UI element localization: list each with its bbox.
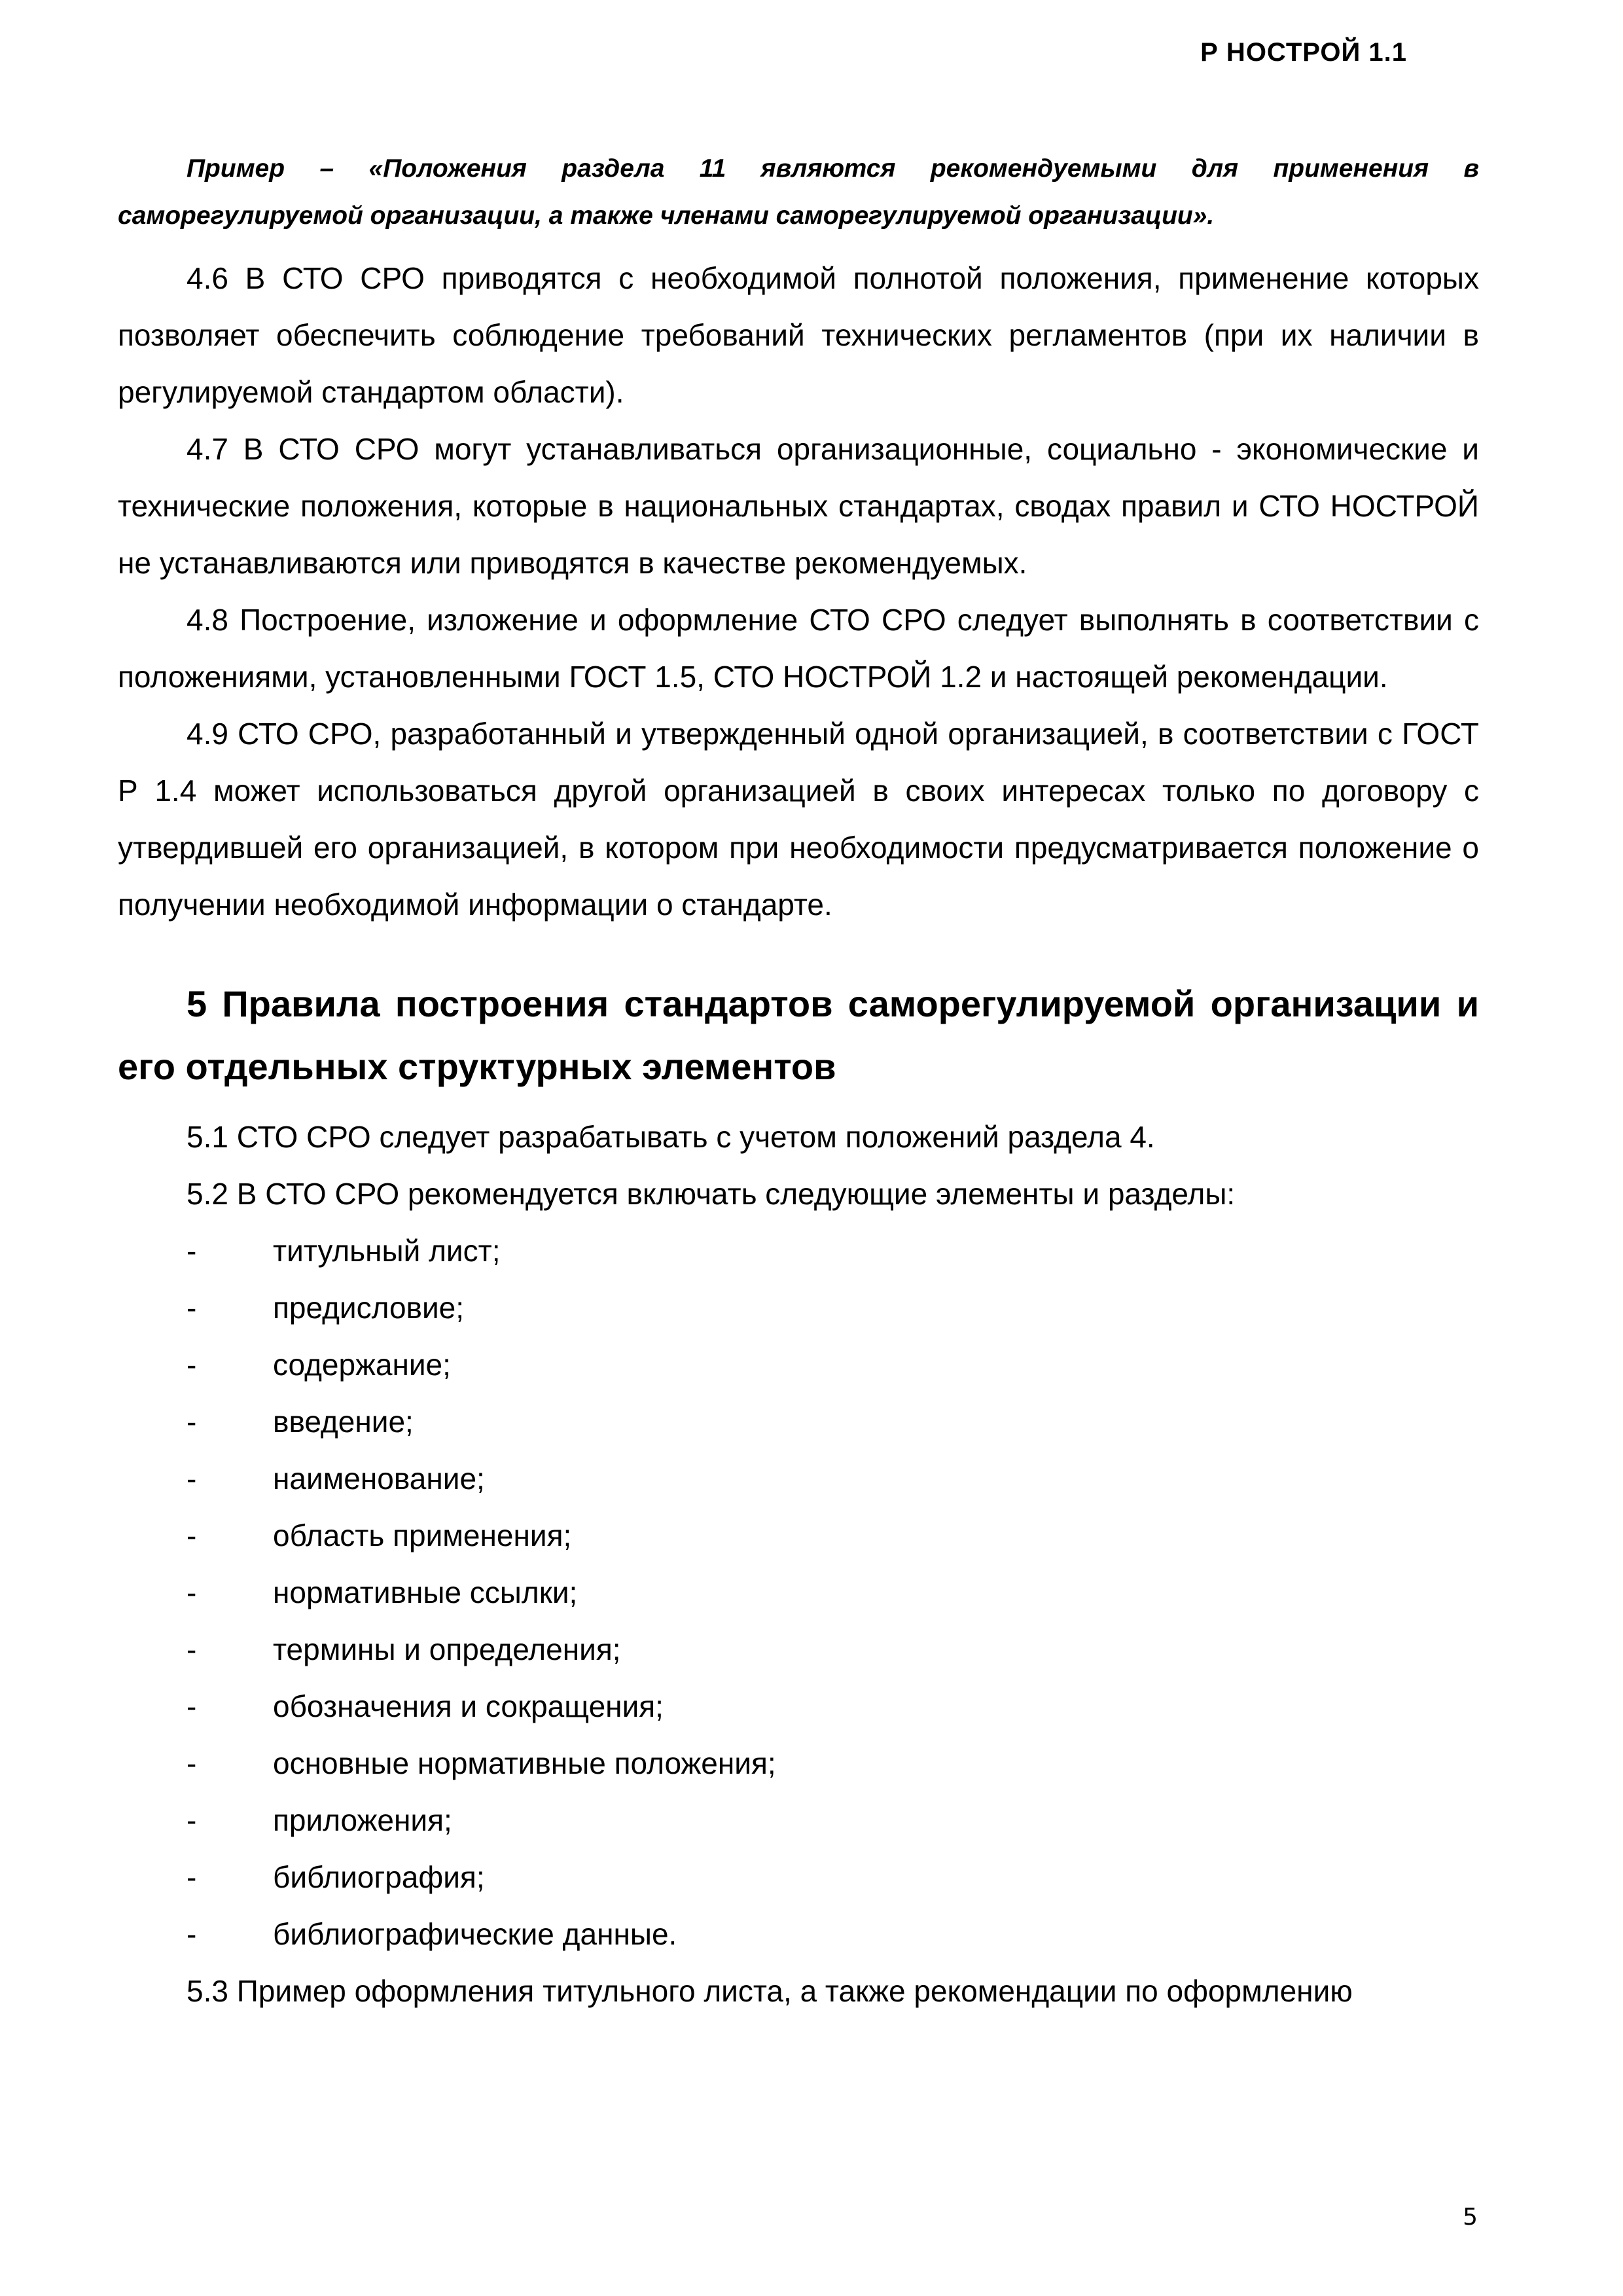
section-5-heading: 5 Правила построения стандартов саморегулируемой организации и его отдельных структурных элементов [118,983,1479,1087]
list-dash: - [187,1917,197,1951]
list-dash: - [187,1462,197,1496]
list-item [118,1849,1479,1906]
paragraph-5-1: 5.1 СТО СРО следует разрабатывать с учетом положений раздела 4. [187,1120,1155,1154]
example-note-line-1: Пример – «Положения раздела 11 являются рекомендуемыми для применения в [187,154,1479,183]
list-item-text: титульный лист; [273,1234,501,1268]
document-code-header: Р НОСТРОЙ 1.1 [1200,38,1407,67]
example-note [118,145,1479,240]
list-item-text: нормативные ссылки; [273,1575,578,1609]
list-item [118,1450,1479,1507]
list-item [118,1735,1479,1792]
paragraph-4-8: 4.8 Построение, изложение и оформление СТО СРО следует выполнять в соответствии с положениями, установленными ГОСТ 1.5, СТО НОСТРОЙ 1.2 и настоящей рекомендации. [118,603,1479,694]
list-dash: - [187,1689,197,1723]
list-dash: - [187,1234,197,1268]
paragraph-5-3: 5.3 Пример оформления титульного листа, а также рекомендации по оформлению [187,1974,1353,2008]
list-dash: - [187,1291,197,1325]
paragraph-5-2: 5.2 В СТО СРО рекомендуется включать следующие элементы и разделы: [187,1177,1236,1211]
list-dash: - [187,1405,197,1439]
list-item [118,1678,1479,1735]
list-item-text: наименование; [273,1462,485,1496]
list-item-text: содержание; [273,1348,451,1382]
list-item [118,1906,1479,1963]
paragraph-4-7: 4.7 В СТО СРО могут устанавливаться организационные, социально - экономические и технические положения, которые в национальных стандартах, сводах правил и СТО НОСТРОЙ не устанавливаются или приводятся в качестве рекомендуемых. [118,432,1479,580]
list-item-text: библиографические данные. [273,1917,677,1951]
list-item-text: приложения; [273,1803,452,1837]
paragraph-4-6: 4.6 В СТО СРО приводятся с необходимой полнотой положения, применение которых позволяет обеспечить соблюдение требований технических регламентов (при их наличии в регулируемой стандартом области). [118,261,1479,409]
list-dash: - [187,1746,197,1780]
list-dash: - [187,1803,197,1837]
paragraph-4-9: 4.9 СТО СРО, разработанный и утвержденный одной организацией, в соответствии с ГОСТ Р 1.4 может использоваться другой организацией в своих интересах только по договору с утвердившей его организацией, в котором при необходимости предусматривается положение о получении необходимой информации о стандарте. [118,717,1479,922]
list-dash: - [187,1575,197,1609]
list-dash: - [187,1632,197,1666]
list-item-text: обозначения и сокращения; [273,1689,664,1723]
list-item [118,1792,1479,1849]
list-item-text: область применения; [273,1518,572,1552]
list-dash: - [187,1348,197,1382]
list-item-text: предисловие; [273,1291,465,1325]
list-item-text: основные нормативные положения; [273,1746,776,1780]
elements-list [118,1223,1479,1963]
list-item [118,1280,1479,1336]
example-note-line-2: саморегулируемой организации, а также членами саморегулируемой организации». [118,202,1215,230]
list-dash: - [187,1860,197,1894]
list-item-text: термины и определения; [273,1632,621,1666]
list-item-text: введение; [273,1405,414,1439]
list-item [118,1507,1479,1564]
list-dash: - [187,1518,197,1552]
document-body [118,145,1479,2020]
page-number: 5 [1463,2204,1478,2231]
list-item [118,1336,1479,1393]
list-item [118,1223,1479,1280]
list-item [118,1564,1479,1621]
list-item [118,1393,1479,1450]
list-item [118,1621,1479,1678]
list-item-text: библиография; [273,1860,485,1894]
